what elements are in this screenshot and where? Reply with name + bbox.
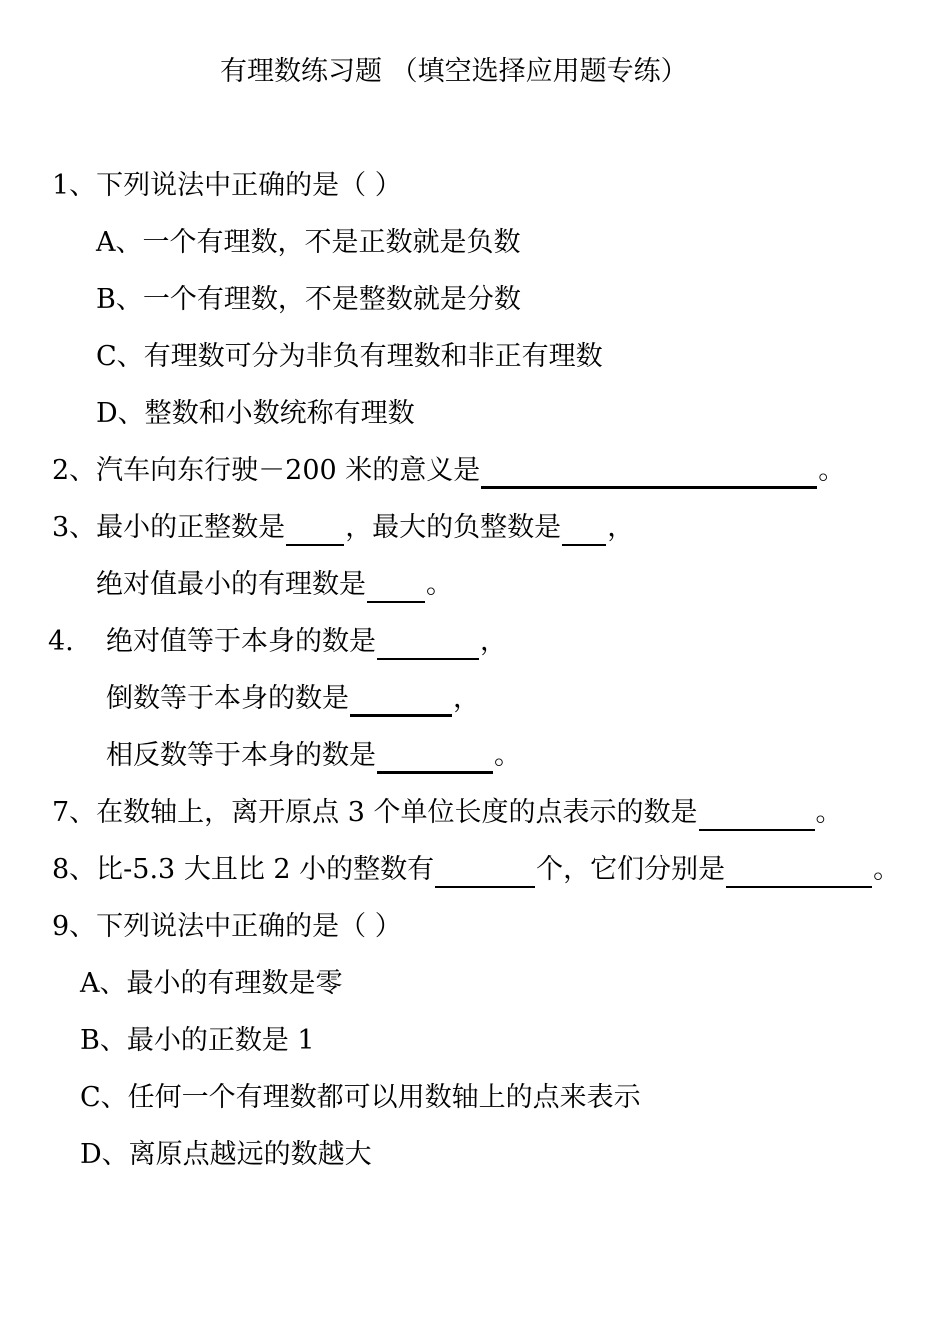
- q1-option-b: B、一个有理数，不是整数就是分数: [96, 284, 521, 315]
- q8-text: 8、比-5.3 大且比 2 小的整数有: [52, 854, 435, 885]
- q7-end: 。: [815, 797, 843, 828]
- q2-end: 。: [818, 455, 846, 486]
- q4-l3-end: 。: [494, 740, 521, 771]
- q1-option-c: C、有理数可分为非负有理数和非正有理数: [96, 341, 603, 372]
- q9-option-b: B、最小的正数是 1: [80, 1025, 315, 1056]
- q3-mid: ，最大的负整数是: [345, 512, 562, 543]
- q3-text: 3、最小的正整数是: [52, 512, 286, 543]
- q3-blank-1[interactable]: [286, 514, 344, 546]
- q8-mid: 个，它们分别是: [536, 854, 726, 885]
- q4-l1-text: 绝对值等于本身的数是: [106, 626, 376, 657]
- q4-l2-text: 倒数等于本身的数是: [106, 683, 349, 714]
- q3-mid-end: ，: [607, 512, 635, 543]
- q4-number: 4.: [48, 626, 74, 657]
- q2-answer-blank[interactable]: [481, 456, 817, 489]
- q3-blank-3[interactable]: [367, 571, 425, 603]
- q3-line-2: [96, 567, 453, 603]
- q4-blank-2[interactable]: [350, 684, 452, 717]
- q9-option-d: D、离原点越远的数越大: [80, 1139, 372, 1170]
- q8-blank-count[interactable]: [435, 856, 535, 888]
- q8-end: 。: [873, 854, 901, 885]
- q1-option-d: D、整数和小数统称有理数: [96, 398, 415, 429]
- q3-line2-end: 。: [426, 569, 453, 600]
- q4-line-1: [106, 624, 507, 660]
- q9-option-a: A、最小的有理数是零: [80, 968, 343, 999]
- q7-text: 7、在数轴上，离开原点 3 个单位长度的点表示的数是: [52, 797, 698, 828]
- q4-l2-end: ，: [453, 683, 480, 714]
- q4-blank-1[interactable]: [377, 628, 479, 660]
- page-title: 有理数练习题 （填空选择应用题专练）: [220, 56, 688, 87]
- q3-blank-2[interactable]: [562, 514, 606, 546]
- q2-text: 2、汽车向东行驶－200 米的意义是: [52, 455, 481, 486]
- q2-line: [52, 453, 845, 489]
- q3-line-1: [52, 510, 634, 546]
- q9-stem: 9、下列说法中正确的是（ ）: [52, 911, 402, 942]
- q1-option-a: A、一个有理数，不是正数就是负数: [96, 227, 521, 258]
- q4-blank-3[interactable]: [377, 741, 493, 774]
- q4-line-2: [106, 681, 480, 717]
- q3-line2-text: 绝对值最小的有理数是: [96, 569, 366, 600]
- q4-line-3: [106, 738, 521, 774]
- q8-blank-list[interactable]: [726, 856, 872, 888]
- q1-stem: 1、下列说法中正确的是（ ）: [52, 170, 402, 201]
- q9-option-c: C、任何一个有理数都可以用数轴上的点来表示: [80, 1082, 641, 1113]
- q8-line: [52, 852, 900, 888]
- q7-line: [52, 795, 843, 831]
- q7-answer-blank[interactable]: [699, 799, 815, 831]
- q4-l1-end: ，: [480, 626, 507, 657]
- q4-l3-text: 相反数等于本身的数是: [106, 740, 376, 771]
